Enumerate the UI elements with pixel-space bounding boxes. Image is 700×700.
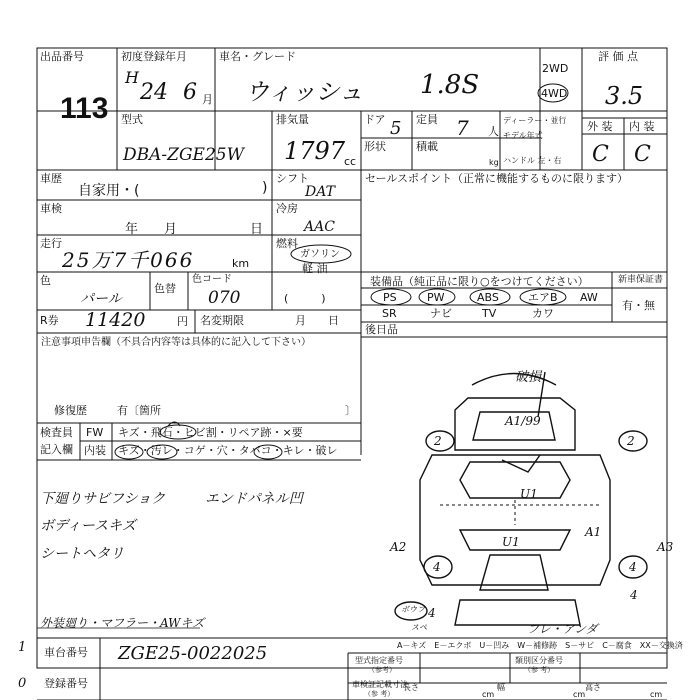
disp-label: 排気量 bbox=[276, 113, 309, 126]
type-value: DBA-ZGE25W bbox=[123, 145, 245, 165]
cap-unit: 人 bbox=[488, 125, 499, 138]
equip-leather: カワ bbox=[532, 307, 554, 320]
size-length-unit: cm bbox=[482, 690, 495, 699]
fuel-light: 軽 油 bbox=[302, 262, 328, 275]
score-label: 評 価 点 bbox=[598, 50, 638, 63]
cap-label: 定員 bbox=[416, 113, 438, 126]
revision-label: 名変期限 bbox=[200, 314, 244, 327]
mileage-label: 走行 bbox=[40, 237, 62, 250]
load-label: 積載 bbox=[416, 140, 438, 153]
size-width-unit: cm bbox=[573, 690, 586, 699]
margin-mark-1: 1 bbox=[18, 640, 27, 655]
class-sub: （参 考） bbox=[524, 666, 555, 674]
mark-a2: A2 bbox=[390, 540, 407, 554]
mileage-unit: km bbox=[232, 257, 250, 270]
type-label: 型式 bbox=[121, 113, 143, 126]
mileage-value: 25万7千066 bbox=[62, 248, 195, 272]
score: 3.5 bbox=[605, 82, 644, 110]
grade: 1.8S bbox=[420, 70, 480, 100]
recycle-value: 11420 bbox=[85, 309, 146, 331]
note-line-3: シートヘタリ bbox=[40, 546, 124, 562]
type-cert-label: 型式指定番号 bbox=[355, 656, 403, 665]
repair-value: 有〔箇所 bbox=[117, 404, 161, 417]
color-change-label: 色替 bbox=[154, 282, 176, 295]
equip-aw: AW bbox=[580, 291, 598, 304]
fuel-label: 燃料 bbox=[276, 237, 298, 250]
equip-airbag: エアB bbox=[528, 291, 558, 304]
mark-4-rl: 4 bbox=[433, 560, 441, 574]
class-label: 類別区分番号 bbox=[515, 656, 563, 665]
size-length-label: 長さ bbox=[403, 683, 419, 692]
shift-label: シフト bbox=[276, 172, 309, 185]
repair-label: 修復歴 bbox=[54, 404, 87, 417]
shape-label: 形状 bbox=[364, 140, 386, 153]
repair-close: 〕 bbox=[345, 404, 356, 417]
shift-value: DAT bbox=[305, 184, 335, 200]
drive-2wd: 2WD bbox=[542, 62, 569, 75]
reg-number-label: 登録番号 bbox=[44, 677, 88, 690]
mark-front-note: フレ・アンダ bbox=[527, 622, 598, 636]
mark-a1-99: A1/99 bbox=[505, 414, 541, 428]
fuel-gas: ガソリン bbox=[300, 249, 340, 260]
lot-label: 出品番号 bbox=[40, 50, 84, 63]
color-code-value: 070 bbox=[208, 288, 241, 308]
ac-value: AAC bbox=[304, 219, 335, 235]
color-label: 色 bbox=[40, 274, 51, 287]
size-height-label: 高さ bbox=[585, 683, 601, 692]
reg-month: 6 bbox=[183, 80, 197, 105]
int-grade: C bbox=[634, 142, 651, 167]
warranty-value: 有・無 bbox=[622, 299, 655, 312]
revision-value: 月 日 bbox=[295, 314, 339, 327]
date-label: 後日品 bbox=[365, 323, 398, 336]
sales-label: セールスポイント（正常に機能するものに限ります） bbox=[365, 172, 629, 185]
mark-bumper-sub: スペ bbox=[411, 623, 427, 632]
equip-navi: ナビ bbox=[430, 307, 452, 320]
dealer-label: ディーラー・並行 bbox=[503, 116, 567, 125]
size-width-label: 幅 bbox=[497, 683, 505, 692]
notes-label: 注意事項申告欄（不具合内容等は具体的に記入して下さい） bbox=[41, 337, 311, 348]
color-value: パール bbox=[80, 291, 122, 307]
inspector-ni: 内装 bbox=[84, 444, 106, 457]
recycle-label: R券 bbox=[40, 314, 59, 327]
steer-label: ハンドル 左・右 bbox=[503, 156, 562, 165]
lot-number: 113 bbox=[60, 92, 109, 125]
size-label: 車検証記載寸法 bbox=[352, 680, 408, 689]
type-cert-sub: （参考） bbox=[368, 666, 396, 674]
mark-u1-b: U1 bbox=[502, 535, 520, 549]
reg-year: 24 bbox=[140, 80, 168, 105]
disp-value: 1797 bbox=[284, 137, 346, 165]
inspect-day: 日 bbox=[250, 222, 264, 237]
fuel-paren: ( ) bbox=[284, 292, 326, 305]
model-name: ウィッシュ bbox=[245, 78, 364, 106]
equip-sr: SR bbox=[382, 307, 397, 320]
recycle-unit: 円 bbox=[177, 315, 188, 328]
reg-label: 初度登録年月 bbox=[121, 50, 187, 63]
inspect-value: 年 月 bbox=[125, 222, 178, 237]
equip-pw: PW bbox=[427, 291, 445, 304]
int-label: 内 装 bbox=[629, 120, 655, 133]
model-label: 車名・グレード bbox=[219, 50, 296, 63]
history-label: 車歴 bbox=[40, 172, 62, 185]
inspector-label-1: 検査員 bbox=[40, 426, 73, 439]
inspector-row1: キズ・飛石・ヒビ割・リペア跡・×要 bbox=[118, 426, 303, 439]
mark-4-rr: 4 bbox=[629, 560, 637, 574]
door-label: ドア bbox=[364, 113, 386, 126]
equipment-label: 装備品（純正品に限り○をつけてください） bbox=[370, 275, 589, 288]
history-close: ) bbox=[262, 180, 268, 196]
mark-4-front: 4 bbox=[428, 606, 436, 620]
load-unit: kg bbox=[489, 158, 499, 167]
cap-value: 7 bbox=[456, 116, 469, 140]
note-line-4: エンドパネル凹 bbox=[205, 491, 303, 507]
reg-era: H bbox=[125, 68, 139, 87]
drive-4wd: 4WD bbox=[541, 87, 568, 100]
diagram-note-damage: 破損 bbox=[515, 370, 542, 385]
mark-bumper: ボウフ bbox=[401, 605, 425, 614]
margin-mark-0: 0 bbox=[18, 676, 27, 691]
inspector-fw: FW bbox=[86, 426, 104, 439]
inspector-label-2: 記入欄 bbox=[40, 443, 73, 456]
history-value: 自家用・( bbox=[78, 183, 140, 199]
disp-unit: cc bbox=[344, 155, 357, 168]
ext-grade: C bbox=[592, 142, 609, 167]
month-unit: 月 bbox=[202, 93, 213, 106]
door-value: 5 bbox=[390, 118, 402, 139]
note-line-1: 下廻りサビフショク bbox=[40, 491, 166, 507]
note-line-2: ボディースキズ bbox=[40, 518, 136, 534]
mark-a1: A1 bbox=[585, 525, 602, 539]
size-height-unit: cm bbox=[650, 690, 663, 699]
mark-2-left: 2 bbox=[434, 434, 442, 448]
inspect-label: 車検 bbox=[40, 202, 62, 215]
equip-abs: ABS bbox=[477, 291, 499, 304]
chassis-value: ZGE25-0022025 bbox=[118, 643, 268, 664]
model-year-label: モデル年式 bbox=[503, 131, 543, 140]
warranty-label: 新車保証書 bbox=[618, 275, 664, 285]
equip-ps: PS bbox=[383, 291, 397, 304]
inspector-row2: キズ・汚レ・コゲ・穴・タバコ・キレ・破レ bbox=[118, 444, 338, 457]
mark-a3: A3 bbox=[657, 540, 674, 554]
note-line-5: 外装廻り・マフラー・AWキズ bbox=[40, 616, 205, 630]
chassis-label: 車台番号 bbox=[44, 646, 88, 659]
equip-tv: TV bbox=[482, 307, 497, 320]
mark-u1-a: U1 bbox=[520, 487, 538, 501]
damage-legend: A－キズ E－エクボ U－凹み W－補修跡 S－サビ C－腐食 XX－交換済 bbox=[397, 641, 683, 650]
color-code-label: 色コード bbox=[192, 274, 232, 285]
mark-2-right: 2 bbox=[627, 434, 635, 448]
size-sub: （参 考） bbox=[364, 690, 395, 698]
ext-label: 外 装 bbox=[587, 120, 613, 133]
ac-label: 冷房 bbox=[276, 202, 298, 215]
mark-4-corner: 4 bbox=[630, 588, 638, 602]
